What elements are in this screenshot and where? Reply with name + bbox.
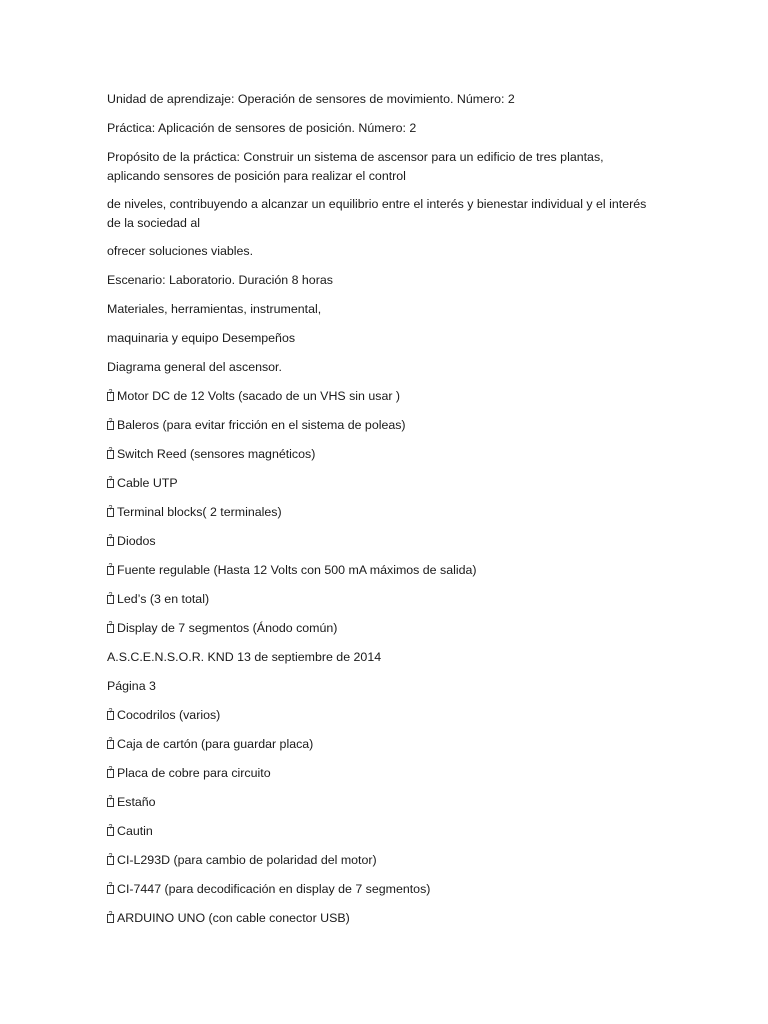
list-item-text: CI-L293D (para cambio de polaridad del motor) <box>117 853 377 867</box>
missing-glyph-icon <box>107 711 114 720</box>
missing-glyph-icon <box>107 885 114 894</box>
list-item <box>107 764 647 783</box>
list-item-text: Caja de cartón (para guardar placa) <box>117 737 314 751</box>
list-item-text: Display de 7 segmentos (Ánodo común) <box>117 621 338 635</box>
list-item <box>107 445 647 464</box>
list-item <box>107 706 647 725</box>
purpose-ending: ofrecer soluciones viables. <box>107 244 254 258</box>
list-item <box>107 880 647 899</box>
list-item-text: Placa de cobre para circuito <box>117 766 271 780</box>
list-item <box>107 590 647 609</box>
list-item <box>107 793 647 812</box>
list-item <box>107 909 647 928</box>
list-item <box>107 561 647 580</box>
diagram-heading: Diagrama general del ascensor. <box>107 360 282 374</box>
missing-glyph-icon <box>107 798 114 807</box>
list-item <box>107 532 647 551</box>
missing-glyph-icon <box>107 914 114 923</box>
list-item <box>107 851 647 870</box>
missing-glyph-icon <box>107 856 114 865</box>
list-item-text: Cable UTP <box>117 476 178 490</box>
list-item <box>107 387 647 406</box>
missing-glyph-icon <box>107 624 114 633</box>
list-item <box>107 619 647 638</box>
scenario-line: Escenario: Laboratorio. Duración 8 horas <box>107 273 333 287</box>
list-item-text: Motor DC de 12 Volts (sacado de un VHS sin usar ) <box>117 389 401 403</box>
materials-heading: Materiales, herramientas, instrumental, <box>107 302 322 316</box>
list-item-text: Cautin <box>117 824 153 838</box>
list-item <box>107 735 647 754</box>
document-body <box>107 90 647 938</box>
page-number: Página 3 <box>107 679 156 693</box>
list-item <box>107 474 647 493</box>
list-item-text: Fuente regulable (Hasta 12 Volts con 500 mA máximos de salida) <box>117 563 477 577</box>
missing-glyph-icon <box>107 421 114 430</box>
machinery-heading: maquinaria y equipo Desempeños <box>107 331 296 345</box>
missing-glyph-icon <box>107 769 114 778</box>
missing-glyph-icon <box>107 479 114 488</box>
list-item <box>107 822 647 841</box>
list-item-text: Switch Reed (sensores magnéticos) <box>117 447 316 461</box>
list-item <box>107 503 647 522</box>
list-item-text: Cocodrilos (varios) <box>117 708 221 722</box>
missing-glyph-icon <box>107 740 114 749</box>
list-item-text: Diodos <box>117 534 156 548</box>
list-item-text: Terminal blocks( 2 terminales) <box>117 505 282 519</box>
page-header-line: A.S.C.E.N.S.O.R. KND 13 de septiembre de 2014 <box>107 650 382 664</box>
purpose-paragraph: Propósito de la práctica: Construir un sistema de ascensor para un edificio de tres plantas, aplicando sensores de posición para realizar el control <box>107 150 604 183</box>
list-item-text: CI-7447 (para decodificación en display de 7 segmentos) <box>117 882 431 896</box>
missing-glyph-icon <box>107 827 114 836</box>
missing-glyph-icon <box>107 450 114 459</box>
missing-glyph-icon <box>107 566 114 575</box>
practice-line: Práctica: Aplicación de sensores de posición. Número: 2 <box>107 121 417 135</box>
list-item-text: Baleros (para evitar fricción en el sistema de poleas) <box>117 418 406 432</box>
purpose-continuation: de niveles, contribuyendo a alcanzar un equilibrio entre el interés y bienestar individual y el interés de la sociedad al <box>107 197 647 230</box>
missing-glyph-icon <box>107 595 114 604</box>
missing-glyph-icon <box>107 392 114 401</box>
list-item-text: Estaño <box>117 795 156 809</box>
list-item <box>107 416 647 435</box>
list-item-text: Led’s (3 en total) <box>117 592 210 606</box>
missing-glyph-icon <box>107 508 114 517</box>
learning-unit-line: Unidad de aprendizaje: Operación de sensores de movimiento. Número: 2 <box>107 92 515 106</box>
missing-glyph-icon <box>107 537 114 546</box>
list-item-text: ARDUINO UNO (con cable conector USB) <box>117 911 350 925</box>
